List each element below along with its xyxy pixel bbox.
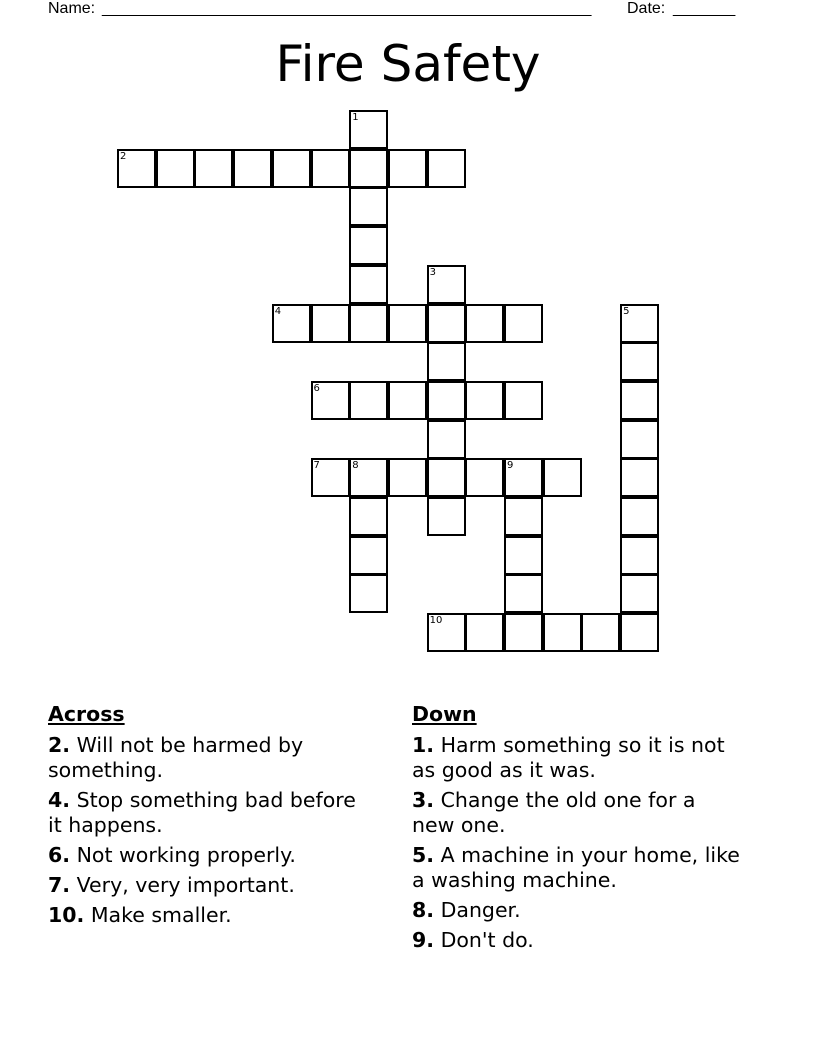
down-clue-9	[412, 928, 742, 953]
grid-cell[interactable]	[311, 381, 350, 420]
grid-cell[interactable]	[504, 304, 543, 343]
clue-number: 5.	[412, 843, 435, 867]
grid-cell[interactable]	[427, 149, 466, 188]
grid-cell[interactable]	[620, 497, 659, 536]
grid-cell[interactable]	[349, 381, 388, 420]
grid-cell[interactable]	[349, 497, 388, 536]
date-label: Date:	[627, 0, 666, 17]
grid-cell[interactable]	[311, 458, 350, 497]
cell-number: 2	[120, 150, 127, 162]
down-clues	[412, 702, 742, 958]
grid-cell[interactable]	[543, 458, 582, 497]
grid-cell[interactable]	[427, 497, 466, 536]
grid-cell[interactable]	[581, 613, 620, 652]
grid-cell[interactable]	[543, 613, 582, 652]
across-clues	[48, 702, 368, 933]
clue-number: 1.	[412, 733, 435, 757]
grid-cell[interactable]	[388, 458, 427, 497]
clue-text: Harm something so it is not as good as it was.	[412, 733, 725, 782]
clue-text: Not working properly.	[76, 843, 296, 867]
down-clue-3	[412, 788, 742, 838]
grid-cell[interactable]	[311, 149, 350, 188]
clue-number: 6.	[48, 843, 71, 867]
cell-number: 1	[352, 112, 359, 123]
grid-cell[interactable]	[349, 536, 388, 575]
grid-cell[interactable]	[504, 536, 543, 575]
grid-cell[interactable]	[388, 149, 427, 188]
name-label: Name:	[48, 0, 96, 17]
grid-cell[interactable]	[465, 304, 504, 343]
clue-number: 4.	[48, 788, 71, 812]
clue-text: Don't do.	[440, 928, 534, 952]
grid-cell[interactable]	[620, 420, 659, 459]
grid-cell[interactable]	[427, 458, 466, 497]
grid-cell[interactable]	[620, 458, 659, 497]
clue-number: 8.	[412, 898, 435, 922]
across-heading: Across	[48, 702, 125, 726]
clue-number: 9.	[412, 928, 435, 952]
page-title: Fire Safety	[275, 35, 541, 93]
cell-number: 7	[313, 460, 320, 472]
grid-cell[interactable]	[233, 149, 272, 188]
grid-cell[interactable]	[349, 574, 388, 613]
across-clue-4	[48, 788, 368, 838]
cell-number: 8	[352, 460, 359, 472]
cell-number: 10	[429, 615, 443, 627]
grid-cell[interactable]	[427, 342, 466, 381]
clue-text: Danger.	[440, 898, 521, 922]
cell-number: 4	[274, 305, 282, 317]
grid-cell[interactable]	[504, 458, 543, 497]
grid-cell[interactable]	[427, 304, 466, 343]
grid-cell[interactable]	[349, 458, 388, 497]
down-heading: Down	[412, 702, 477, 726]
grid-cell[interactable]	[504, 497, 543, 536]
across-clue-2	[48, 733, 368, 783]
grid-cell[interactable]	[349, 265, 388, 304]
grid-cell[interactable]	[620, 536, 659, 575]
grid-cell[interactable]	[388, 304, 427, 343]
across-clue-6	[48, 843, 368, 868]
clue-text: Very, very important.	[76, 873, 295, 897]
clue-number: 3.	[412, 788, 435, 812]
grid-cell[interactable]	[117, 149, 156, 188]
cell-number: 3	[429, 266, 436, 278]
name-line: _______________________________________________________	[102, 0, 592, 17]
grid-cell[interactable]	[465, 613, 504, 652]
grid-cell[interactable]	[194, 149, 233, 188]
grid-cell[interactable]	[427, 420, 466, 459]
grid-cell[interactable]	[427, 613, 466, 652]
cell-number: 6	[313, 382, 320, 394]
grid-cell[interactable]	[272, 304, 311, 343]
down-clue-5	[412, 843, 742, 893]
grid-cell[interactable]	[311, 304, 350, 343]
cell-number: 5	[623, 305, 630, 317]
clue-number: 7.	[48, 873, 71, 897]
grid-cell[interactable]	[620, 342, 659, 381]
clue-text: Make smaller.	[90, 903, 232, 927]
grid-cell[interactable]	[620, 381, 659, 420]
grid-cell[interactable]	[504, 613, 543, 652]
grid-cell[interactable]	[349, 187, 388, 226]
grid-cell[interactable]	[156, 149, 195, 188]
grid-cell[interactable]	[620, 574, 659, 613]
clue-text: Change the old one for a new one.	[412, 788, 696, 837]
grid-cell[interactable]	[349, 304, 388, 343]
grid-cell[interactable]	[349, 149, 388, 188]
grid-cell[interactable]	[504, 574, 543, 613]
down-clue-1	[412, 733, 742, 783]
grid-cell[interactable]	[349, 226, 388, 265]
grid-cell[interactable]	[620, 613, 659, 652]
grid-cell[interactable]	[465, 381, 504, 420]
across-clue-10	[48, 903, 368, 928]
clue-text: Will not be harmed by something.	[48, 733, 304, 782]
grid-cell[interactable]	[272, 149, 311, 188]
grid-cell[interactable]	[349, 110, 388, 149]
clue-number: 10.	[48, 903, 85, 927]
grid-cell[interactable]	[465, 458, 504, 497]
grid-cell[interactable]	[427, 265, 466, 304]
cell-number: 9	[507, 460, 514, 472]
across-clue-7	[48, 873, 368, 898]
clue-number: 2.	[48, 733, 71, 757]
grid-cell[interactable]	[620, 304, 659, 343]
down-clue-8	[412, 898, 742, 923]
clue-text: Stop something bad before it happens.	[48, 788, 356, 837]
grid-cell[interactable]	[504, 381, 543, 420]
clue-text: A machine in your home, like a washing machine.	[412, 843, 740, 892]
date-line: _______	[673, 0, 736, 17]
grid-cell[interactable]	[427, 381, 466, 420]
grid-cell[interactable]	[388, 381, 427, 420]
